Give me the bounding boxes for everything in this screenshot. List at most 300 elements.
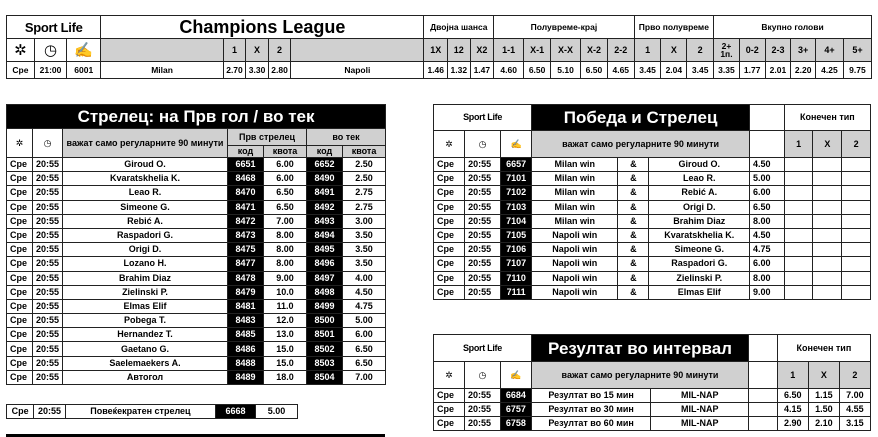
home-team: Milan bbox=[101, 62, 223, 79]
code: 6657 bbox=[501, 158, 532, 172]
day: Сре bbox=[434, 200, 465, 214]
code: 8471 bbox=[228, 200, 264, 214]
odd[interactable]: 2.75 bbox=[343, 200, 386, 214]
col-0-2: 0-2 bbox=[739, 39, 765, 62]
player-name: Giroud O. bbox=[63, 158, 228, 172]
odd[interactable]: 11.0 bbox=[264, 299, 307, 313]
code: 8477 bbox=[228, 257, 264, 271]
odd[interactable]: 15.0 bbox=[264, 356, 307, 370]
code: 6652 bbox=[307, 158, 343, 172]
ampersand: & bbox=[618, 285, 649, 299]
odd[interactable]: 2.50 bbox=[343, 158, 386, 172]
interval-label: Резултат во 30 мин bbox=[531, 403, 650, 417]
code: 8497 bbox=[307, 271, 343, 285]
odd[interactable]: 4.75 bbox=[343, 299, 386, 313]
ampersand: & bbox=[618, 214, 649, 228]
odd[interactable]: 3.35 bbox=[714, 62, 740, 79]
table-row bbox=[7, 228, 386, 242]
interval-title: Резултат во интервал bbox=[531, 335, 748, 362]
time: 20:55 bbox=[465, 285, 501, 299]
code: 8496 bbox=[307, 257, 343, 271]
code: 7103 bbox=[501, 200, 532, 214]
odd[interactable]: 4.55 bbox=[839, 403, 870, 417]
scorer-table bbox=[6, 104, 386, 385]
odd[interactable]: 6.50 bbox=[264, 200, 307, 214]
code: 8490 bbox=[307, 172, 343, 186]
ampersand: & bbox=[618, 228, 649, 242]
odd[interactable]: 9.00 bbox=[264, 271, 307, 285]
col-hx: X bbox=[661, 39, 687, 62]
table-row bbox=[7, 342, 386, 356]
header-halftime-fulltime: Полувреме-крај bbox=[494, 16, 635, 39]
code: 8500 bbox=[307, 314, 343, 328]
player-name: Giroud O. bbox=[649, 158, 750, 172]
player-name: Raspadori G. bbox=[63, 228, 228, 242]
empty-cell bbox=[813, 172, 842, 186]
odd[interactable]: 4.75 bbox=[750, 243, 785, 257]
day: Сре bbox=[434, 417, 465, 431]
table-row bbox=[434, 389, 871, 403]
table-row bbox=[7, 257, 386, 271]
odd[interactable]: 2.20 bbox=[791, 62, 816, 79]
header-double-chance: Двојна шанса bbox=[424, 16, 494, 39]
odd[interactable]: 1.47 bbox=[470, 62, 494, 79]
odd[interactable]: 2.10 bbox=[808, 417, 839, 431]
day: Сре bbox=[434, 389, 465, 403]
interval-table bbox=[433, 334, 871, 431]
time: 20:55 bbox=[33, 172, 63, 186]
odd[interactable]: 7.00 bbox=[343, 370, 386, 384]
odd[interactable]: 13.0 bbox=[264, 328, 307, 342]
pen-icon: ✍ bbox=[67, 39, 101, 62]
time: 20:55 bbox=[465, 172, 501, 186]
player-name: Leao R. bbox=[649, 172, 750, 186]
player-name: Rebić A. bbox=[63, 214, 228, 228]
spacer bbox=[749, 362, 778, 389]
table-row bbox=[7, 314, 386, 328]
odd[interactable]: 4.15 bbox=[777, 403, 808, 417]
scorer-note: важат само регуларните 90 минути bbox=[63, 129, 228, 158]
day: Сре bbox=[7, 285, 33, 299]
odd[interactable]: 6.50 bbox=[750, 200, 785, 214]
odd[interactable]: 6.50 bbox=[264, 186, 307, 200]
odd[interactable]: 2.80 bbox=[268, 62, 291, 79]
code: 8502 bbox=[307, 342, 343, 356]
odd[interactable]: 2.50 bbox=[343, 172, 386, 186]
odd[interactable]: 2.01 bbox=[765, 62, 791, 79]
code: 7105 bbox=[501, 228, 532, 242]
table-row bbox=[7, 356, 386, 370]
empty-cell bbox=[784, 186, 813, 200]
empty-cell bbox=[784, 271, 813, 285]
code: 7107 bbox=[501, 257, 532, 271]
match-label: MIL-NAP bbox=[651, 417, 749, 431]
player-name: Simeone G. bbox=[63, 200, 228, 214]
odd[interactable]: 6.00 bbox=[343, 328, 386, 342]
team-result: Napoli win bbox=[532, 257, 618, 271]
day: Сре bbox=[434, 271, 465, 285]
odd[interactable]: 7.00 bbox=[839, 389, 870, 403]
multi-scorer-row bbox=[7, 405, 298, 419]
header-first-scorer: Прв стрелец bbox=[228, 129, 307, 146]
empty-cell bbox=[784, 172, 813, 186]
odd[interactable]: 8.00 bbox=[750, 271, 785, 285]
col-h1: 1 bbox=[634, 39, 661, 62]
col-5plus: 5+ bbox=[843, 39, 871, 62]
empty-cell bbox=[784, 158, 813, 172]
odd[interactable]: 8.00 bbox=[264, 257, 307, 271]
odd[interactable]: 6.00 bbox=[264, 172, 307, 186]
code: 8485 bbox=[228, 328, 264, 342]
odd[interactable]: 9.00 bbox=[750, 285, 785, 299]
col-4plus: 4+ bbox=[816, 39, 844, 62]
clock-icon: ◷ bbox=[465, 362, 501, 389]
day: Сре bbox=[7, 257, 33, 271]
player-name: Lozano H. bbox=[63, 257, 228, 271]
code: 7102 bbox=[501, 186, 532, 200]
odd[interactable]: 4.50 bbox=[750, 158, 785, 172]
ampersand: & bbox=[618, 257, 649, 271]
time: 20:55 bbox=[33, 370, 63, 384]
empty-cell bbox=[813, 186, 842, 200]
code: 7106 bbox=[501, 243, 532, 257]
odd[interactable]: 3.50 bbox=[343, 243, 386, 257]
time: 20:55 bbox=[33, 271, 63, 285]
empty-cell bbox=[842, 257, 871, 271]
player-name: Brahim Diaz bbox=[649, 214, 750, 228]
table-row bbox=[7, 214, 386, 228]
empty-cell bbox=[784, 200, 813, 214]
empty-cell bbox=[813, 271, 842, 285]
time: 20:55 bbox=[465, 417, 501, 431]
match-odds-table bbox=[6, 15, 872, 79]
empty-cell bbox=[784, 228, 813, 242]
code: 8479 bbox=[228, 285, 264, 299]
code: 6668 bbox=[216, 405, 256, 419]
header-spacer bbox=[291, 39, 424, 62]
header-spacer bbox=[101, 39, 223, 62]
col-x-x: X-X bbox=[551, 39, 581, 62]
empty-cell bbox=[813, 257, 842, 271]
col-3plus: 3+ bbox=[791, 39, 816, 62]
odd[interactable]: 2.04 bbox=[661, 62, 687, 79]
clock-icon: ◷ bbox=[465, 131, 501, 158]
day: Сре bbox=[7, 186, 33, 200]
table-row bbox=[7, 285, 386, 299]
time: 20:55 bbox=[33, 342, 63, 356]
odd[interactable]: 1.46 bbox=[424, 62, 448, 79]
table-row bbox=[7, 328, 386, 342]
day: Сре bbox=[7, 228, 33, 242]
day: Сре bbox=[7, 243, 33, 257]
league-title: Champions League bbox=[101, 16, 424, 39]
odd[interactable]: 1.15 bbox=[808, 389, 839, 403]
code: 7110 bbox=[501, 271, 532, 285]
player-name: Leao R. bbox=[63, 186, 228, 200]
settings-icon: ✲ bbox=[434, 362, 465, 389]
player-name: Elmas Elif bbox=[649, 285, 750, 299]
odd[interactable]: 2.90 bbox=[777, 417, 808, 431]
away-team: Napoli bbox=[291, 62, 424, 79]
match-row bbox=[7, 62, 872, 79]
multi-scorer-label: Повеќекратен стрелец bbox=[65, 405, 215, 419]
empty-cell bbox=[813, 158, 842, 172]
day: Сре bbox=[7, 62, 35, 79]
player-name: Rebić A. bbox=[649, 186, 750, 200]
odd[interactable]: 10.0 bbox=[264, 285, 307, 299]
win-title: Победа и Стрелец bbox=[532, 105, 750, 131]
clock-icon: ◷ bbox=[34, 39, 66, 62]
time: 20:55 bbox=[33, 356, 63, 370]
match-label: MIL-NAP bbox=[651, 403, 749, 417]
empty-cell bbox=[784, 257, 813, 271]
day: Сре bbox=[7, 158, 33, 172]
day: Сре bbox=[7, 271, 33, 285]
odd[interactable]: 6.50 bbox=[343, 356, 386, 370]
col-x2: X2 bbox=[470, 39, 494, 62]
team-result: Napoli win bbox=[532, 271, 618, 285]
col-2-2: 2-2 bbox=[607, 39, 634, 62]
day: Сре bbox=[7, 328, 33, 342]
player-name: Elmas Elif bbox=[63, 299, 228, 313]
code: 8478 bbox=[228, 271, 264, 285]
code: 8501 bbox=[307, 328, 343, 342]
col-12: 12 bbox=[448, 39, 471, 62]
code: 8488 bbox=[228, 356, 264, 370]
time: 20:55 bbox=[465, 200, 501, 214]
table-row bbox=[434, 257, 871, 271]
day: Сре bbox=[434, 158, 465, 172]
odd[interactable]: 4.50 bbox=[343, 285, 386, 299]
ampersand: & bbox=[618, 186, 649, 200]
odd[interactable]: 6.50 bbox=[524, 62, 551, 79]
empty-cell bbox=[813, 285, 842, 299]
odd[interactable]: 5.10 bbox=[551, 62, 581, 79]
code: 7104 bbox=[501, 214, 532, 228]
player-name: Saelemaekers A. bbox=[63, 356, 228, 370]
code: 8498 bbox=[307, 285, 343, 299]
code: 6651 bbox=[228, 158, 264, 172]
time: 20:55 bbox=[33, 200, 63, 214]
code: 8475 bbox=[228, 243, 264, 257]
empty-cell bbox=[842, 285, 871, 299]
odd[interactable]: 8.00 bbox=[750, 214, 785, 228]
empty-cell bbox=[784, 214, 813, 228]
table-row bbox=[434, 403, 871, 417]
code: 8483 bbox=[228, 314, 264, 328]
win-scorer-table bbox=[433, 104, 871, 300]
odd[interactable]: 5.00 bbox=[343, 314, 386, 328]
odd[interactable]: 8.00 bbox=[264, 228, 307, 242]
time: 20:55 bbox=[33, 214, 63, 228]
empty-cell bbox=[842, 243, 871, 257]
time: 20:55 bbox=[33, 328, 63, 342]
time: 20:55 bbox=[33, 314, 63, 328]
table-row bbox=[7, 243, 386, 257]
time: 20:55 bbox=[465, 257, 501, 271]
table-row bbox=[434, 214, 871, 228]
odd[interactable]: 18.0 bbox=[264, 370, 307, 384]
odd[interactable]: 4.60 bbox=[494, 62, 524, 79]
ampersand: & bbox=[618, 243, 649, 257]
odd[interactable]: 3.00 bbox=[343, 214, 386, 228]
odd[interactable]: 6.00 bbox=[750, 257, 785, 271]
odd[interactable]: 9.75 bbox=[843, 62, 871, 79]
odd[interactable]: 12.0 bbox=[264, 314, 307, 328]
player-name: Zielinski P. bbox=[63, 285, 228, 299]
ampersand: & bbox=[618, 200, 649, 214]
odd[interactable]: 6.50 bbox=[777, 389, 808, 403]
empty-cell bbox=[842, 172, 871, 186]
empty-cell bbox=[813, 228, 842, 242]
code: 8504 bbox=[307, 370, 343, 384]
player-name: Origi D. bbox=[649, 200, 750, 214]
odd[interactable]: 5.00 bbox=[255, 405, 297, 419]
table-row bbox=[434, 186, 871, 200]
odd[interactable]: 15.0 bbox=[264, 342, 307, 356]
time: 20:55 bbox=[465, 271, 501, 285]
team-result: Napoli win bbox=[532, 228, 618, 242]
odd[interactable]: 4.50 bbox=[750, 228, 785, 242]
brand-label: Sport Life bbox=[434, 335, 532, 362]
odd[interactable]: 3.45 bbox=[687, 62, 714, 79]
odd[interactable]: 6.00 bbox=[264, 158, 307, 172]
col-x: X bbox=[808, 362, 839, 389]
code: 8489 bbox=[228, 370, 264, 384]
table-row bbox=[7, 299, 386, 313]
time: 20:55 bbox=[465, 228, 501, 242]
day: Сре bbox=[7, 405, 34, 419]
empty-cell bbox=[813, 214, 842, 228]
match-label: MIL-NAP bbox=[651, 389, 749, 403]
col-2plus-1p: 2+ 1п. bbox=[714, 39, 740, 62]
odd[interactable]: 4.25 bbox=[816, 62, 844, 79]
code: 8492 bbox=[307, 200, 343, 214]
table-row bbox=[7, 271, 386, 285]
odd[interactable]: 6.50 bbox=[343, 342, 386, 356]
header-total-goals: Вкупно голови bbox=[714, 16, 872, 39]
code: 8473 bbox=[228, 228, 264, 242]
day: Сре bbox=[434, 285, 465, 299]
code: 6758 bbox=[500, 417, 531, 431]
ampersand: & bbox=[618, 271, 649, 285]
odd[interactable]: 3.45 bbox=[634, 62, 661, 79]
code: 8499 bbox=[307, 299, 343, 313]
brand-label: Sport Life bbox=[434, 105, 532, 131]
odd[interactable]: 4.00 bbox=[343, 271, 386, 285]
table-row bbox=[7, 370, 386, 384]
code: 8468 bbox=[228, 172, 264, 186]
player-name: Simeone G. bbox=[649, 243, 750, 257]
header-during: во тек bbox=[307, 129, 386, 146]
col-x-1: X-1 bbox=[524, 39, 551, 62]
odd[interactable]: 3.15 bbox=[839, 417, 870, 431]
code: 6757 bbox=[500, 403, 531, 417]
header-odds: квота bbox=[264, 146, 307, 158]
table-row bbox=[434, 158, 871, 172]
code: 7101 bbox=[501, 172, 532, 186]
header-code: код bbox=[307, 146, 343, 158]
odd[interactable]: 3.50 bbox=[343, 257, 386, 271]
header-odds: квота bbox=[343, 146, 386, 158]
empty-cell bbox=[749, 403, 778, 417]
team-result: Milan win bbox=[532, 214, 618, 228]
empty-cell bbox=[784, 243, 813, 257]
empty-cell bbox=[784, 285, 813, 299]
time: 20:55 bbox=[33, 186, 63, 200]
empty-cell bbox=[842, 186, 871, 200]
time: 20:55 bbox=[33, 257, 63, 271]
interval-label: Резултат во 15 мин bbox=[531, 389, 650, 403]
col-x-2: X-2 bbox=[581, 39, 608, 62]
multi-scorer-table bbox=[6, 404, 298, 419]
code: 8495 bbox=[307, 243, 343, 257]
day: Сре bbox=[434, 257, 465, 271]
ampersand: & bbox=[618, 158, 649, 172]
table-row bbox=[7, 172, 386, 186]
day: Сре bbox=[7, 314, 33, 328]
player-name: Kvaratskhelia K. bbox=[649, 228, 750, 242]
odd[interactable]: 1.77 bbox=[739, 62, 765, 79]
player-name: Zielinski P. bbox=[649, 271, 750, 285]
col-2: 2 bbox=[839, 362, 870, 389]
odd[interactable]: 2.70 bbox=[223, 62, 246, 79]
time: 20:55 bbox=[34, 405, 66, 419]
empty-cell bbox=[842, 228, 871, 242]
day: Сре bbox=[434, 228, 465, 242]
settings-icon: ✲ bbox=[7, 129, 33, 158]
code: 8486 bbox=[228, 342, 264, 356]
team-result: Milan win bbox=[532, 158, 618, 172]
day: Сре bbox=[7, 356, 33, 370]
odd[interactable]: 5.00 bbox=[750, 172, 785, 186]
code: 8494 bbox=[307, 228, 343, 242]
header-code: код bbox=[228, 146, 264, 158]
col-h2: 2 bbox=[687, 39, 714, 62]
odd[interactable]: 7.00 bbox=[264, 214, 307, 228]
empty-cell bbox=[842, 200, 871, 214]
table-row bbox=[434, 243, 871, 257]
empty-cell bbox=[813, 243, 842, 257]
time: 20:55 bbox=[465, 214, 501, 228]
odd[interactable]: 3.50 bbox=[343, 228, 386, 242]
final-type-header: Конечен тип bbox=[784, 105, 870, 131]
odd[interactable]: 6.00 bbox=[750, 186, 785, 200]
final-type-header: Конечен тип bbox=[777, 335, 870, 362]
player-name: Pobega T. bbox=[63, 314, 228, 328]
odd[interactable]: 3.30 bbox=[246, 62, 269, 79]
odd[interactable]: 1.50 bbox=[808, 403, 839, 417]
time: 20:55 bbox=[33, 285, 63, 299]
empty-cell bbox=[749, 417, 778, 431]
code: 8491 bbox=[307, 186, 343, 200]
match-code: 6001 bbox=[67, 62, 101, 79]
day: Сре bbox=[7, 370, 33, 384]
spacer bbox=[750, 131, 785, 158]
player-name: Kvaratskhelia K. bbox=[63, 172, 228, 186]
code: 8472 bbox=[228, 214, 264, 228]
odd[interactable]: 1.32 bbox=[448, 62, 471, 79]
header-first-half: Прво полувреме bbox=[634, 16, 713, 39]
empty-cell bbox=[842, 158, 871, 172]
odd[interactable]: 4.65 bbox=[607, 62, 634, 79]
odd[interactable]: 2.75 bbox=[343, 186, 386, 200]
interval-label: Резултат во 60 мин bbox=[531, 417, 650, 431]
odd[interactable]: 8.00 bbox=[264, 243, 307, 257]
pen-icon: ✍ bbox=[501, 131, 532, 158]
table-row bbox=[434, 285, 871, 299]
odd[interactable]: 6.50 bbox=[581, 62, 608, 79]
